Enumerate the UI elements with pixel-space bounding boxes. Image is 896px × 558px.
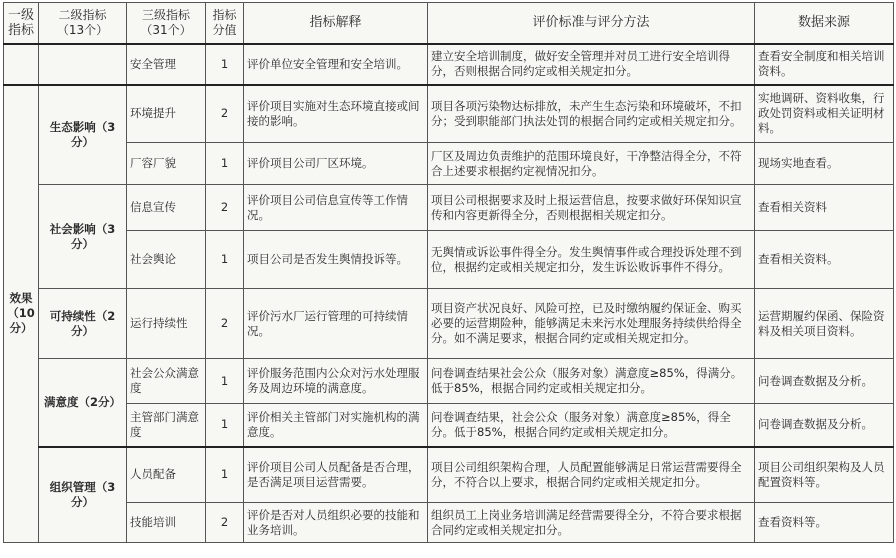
header-level2: 二级指标 （13个） bbox=[39, 3, 127, 44]
level2-satisfy: 满意度（2分） bbox=[39, 359, 127, 447]
explain-cell: 评价项目公司厂区环境。 bbox=[244, 143, 428, 185]
explain-cell: 评价相关主管部门对实施机构的满意度。 bbox=[244, 404, 428, 447]
score-cell: 1 bbox=[206, 231, 244, 289]
score-cell: 2 bbox=[206, 85, 244, 143]
explain-cell: 评价污水厂运行管理的可持续情况。 bbox=[244, 289, 428, 359]
evaluation-index-table bbox=[3, 2, 894, 543]
standard-cell: 项目各项污染物达标排放，未产生生态污染和环境破坏，不扣分；受到职能部门执法处罚的根据合同约定或相关规定扣分。 bbox=[428, 85, 755, 143]
score-cell: 1 bbox=[206, 143, 244, 185]
source-cell: 实地调研、资料收集，行政处罚资料或相关证明材料。 bbox=[755, 85, 894, 143]
source-cell: 项目公司组织架构及人员配置资料等。 bbox=[755, 447, 894, 503]
header-source: 数据来源 bbox=[755, 3, 894, 44]
score-cell: 2 bbox=[206, 289, 244, 359]
standard-cell: 无舆情或诉讼事件得全分。发生舆情事件或合理投诉处理不到位，根据约定或相关规定扣分，发生诉讼败诉事件不得分。 bbox=[428, 231, 755, 289]
table-row bbox=[4, 44, 894, 85]
standard-cell: 组织员工上岗业务培训满足经营需要得全分，不符合要求根据合同约定或相关规定扣分。 bbox=[428, 503, 755, 543]
source-cell: 查看相关资料 bbox=[755, 185, 894, 231]
source-cell: 问卷调查数据及分析。 bbox=[755, 404, 894, 447]
header-level3: 三级指标 （31个） bbox=[127, 3, 206, 44]
level2-social: 社会影响（3分） bbox=[39, 185, 127, 289]
level2-sustain: 可持续性（2分） bbox=[39, 289, 127, 359]
table-row bbox=[4, 231, 894, 289]
standard-cell: 问卷调查结果，社会公众（服务对象）满意度≥85%，得全分。低于85%，根据合同约定或相关规定扣分。 bbox=[428, 404, 755, 447]
table-row bbox=[4, 503, 894, 543]
source-cell: 查看安全制度和相关培训资料。 bbox=[755, 44, 894, 85]
header-score: 指标 分值 bbox=[206, 3, 244, 44]
table-row bbox=[4, 85, 894, 143]
standard-cell: 问卷调查结果社会公众（服务对象）满意度≥85%，得满分。低于85%，根据合同约定或相关规定扣分。 bbox=[428, 359, 755, 404]
level1-effect: 效果（10分） bbox=[4, 85, 39, 543]
header-explain: 指标解释 bbox=[244, 3, 428, 44]
explain-cell: 评价是否对人员组织必要的技能和业务培训。 bbox=[244, 503, 428, 543]
explain-cell: 项目公司是否发生舆情投诉等。 bbox=[244, 231, 428, 289]
level3-cell: 社会舆论 bbox=[127, 231, 206, 289]
score-cell: 2 bbox=[206, 503, 244, 543]
level1-cell-empty bbox=[4, 44, 39, 85]
source-cell: 查看相关资料。 bbox=[755, 231, 894, 289]
level3-cell: 信息宣传 bbox=[127, 185, 206, 231]
standard-cell: 项目公司根据要求及时上报运营信息，按要求做好环保知识宣传和内容更新得全分，否则根据相关规定扣分。 bbox=[428, 185, 755, 231]
header-row bbox=[4, 3, 894, 44]
score-cell: 1 bbox=[206, 359, 244, 404]
source-cell: 问卷调查数据及分析。 bbox=[755, 359, 894, 404]
level3-cell: 技能培训 bbox=[127, 503, 206, 543]
level3-cell: 运行持续性 bbox=[127, 289, 206, 359]
explain-cell: 评价项目公司人员配备是否合理，是否满足项目运营需要。 bbox=[244, 447, 428, 503]
standard-cell: 项目资产状况良好、风险可控，已及时缴纳履约保证金、购买必要的运营期险种，能够满足未来污水处理服务持续供给得全分。如不满足要求，根据合同约定或相关规定扣分。 bbox=[428, 289, 755, 359]
table-row bbox=[4, 404, 894, 447]
source-cell: 现场实地查看。 bbox=[755, 143, 894, 185]
header-standard: 评价标准与评分方法 bbox=[428, 3, 755, 44]
level3-cell: 主管部门满意度 bbox=[127, 404, 206, 447]
level3-cell: 人员配备 bbox=[127, 447, 206, 503]
level3-cell: 安全管理 bbox=[127, 44, 206, 85]
table-row bbox=[4, 143, 894, 185]
level2-cell-empty bbox=[39, 44, 127, 85]
source-cell: 运营期履约保函、保险资料及相关项目资料。 bbox=[755, 289, 894, 359]
standard-cell: 建立安全培训制度，做好安全管理并对员工进行安全培训得分，否则根据合同约定或相关规定扣分。 bbox=[428, 44, 755, 85]
level2-eco: 生态影响（3分） bbox=[39, 85, 127, 185]
source-cell: 查看资料等。 bbox=[755, 503, 894, 543]
level3-cell: 环境提升 bbox=[127, 85, 206, 143]
table-row bbox=[4, 185, 894, 231]
table-row bbox=[4, 447, 894, 503]
score-cell: 1 bbox=[206, 44, 244, 85]
standard-cell: 项目公司组织架构合理，人员配置能够满足日常运营需要得全分，不符合以上要求，根据合同约定或相关规定扣分。 bbox=[428, 447, 755, 503]
level3-cell: 社会公众满意度 bbox=[127, 359, 206, 404]
explain-cell: 评价单位安全管理和安全培训。 bbox=[244, 44, 428, 85]
explain-cell: 评价项目实施对生态环境直接或间接的影响。 bbox=[244, 85, 428, 143]
level3-cell: 厂容厂貌 bbox=[127, 143, 206, 185]
table-row bbox=[4, 359, 894, 404]
explain-cell: 评价服务范围内公众对污水处理服务及周边环境的满意度。 bbox=[244, 359, 428, 404]
table-row bbox=[4, 289, 894, 359]
score-cell: 1 bbox=[206, 447, 244, 503]
standard-cell: 厂区及周边负责维护的范围环境良好，干净整洁得全分，不符合上述要求根据约定视情况扣分。 bbox=[428, 143, 755, 185]
level2-org: 组织管理（3分） bbox=[39, 447, 127, 543]
header-level1: 一级 指标 bbox=[4, 3, 39, 44]
explain-cell: 评价项目公司信息宣传等工作情况。 bbox=[244, 185, 428, 231]
score-cell: 2 bbox=[206, 185, 244, 231]
score-cell: 1 bbox=[206, 404, 244, 447]
evaluation-table-wrapper bbox=[3, 2, 893, 554]
